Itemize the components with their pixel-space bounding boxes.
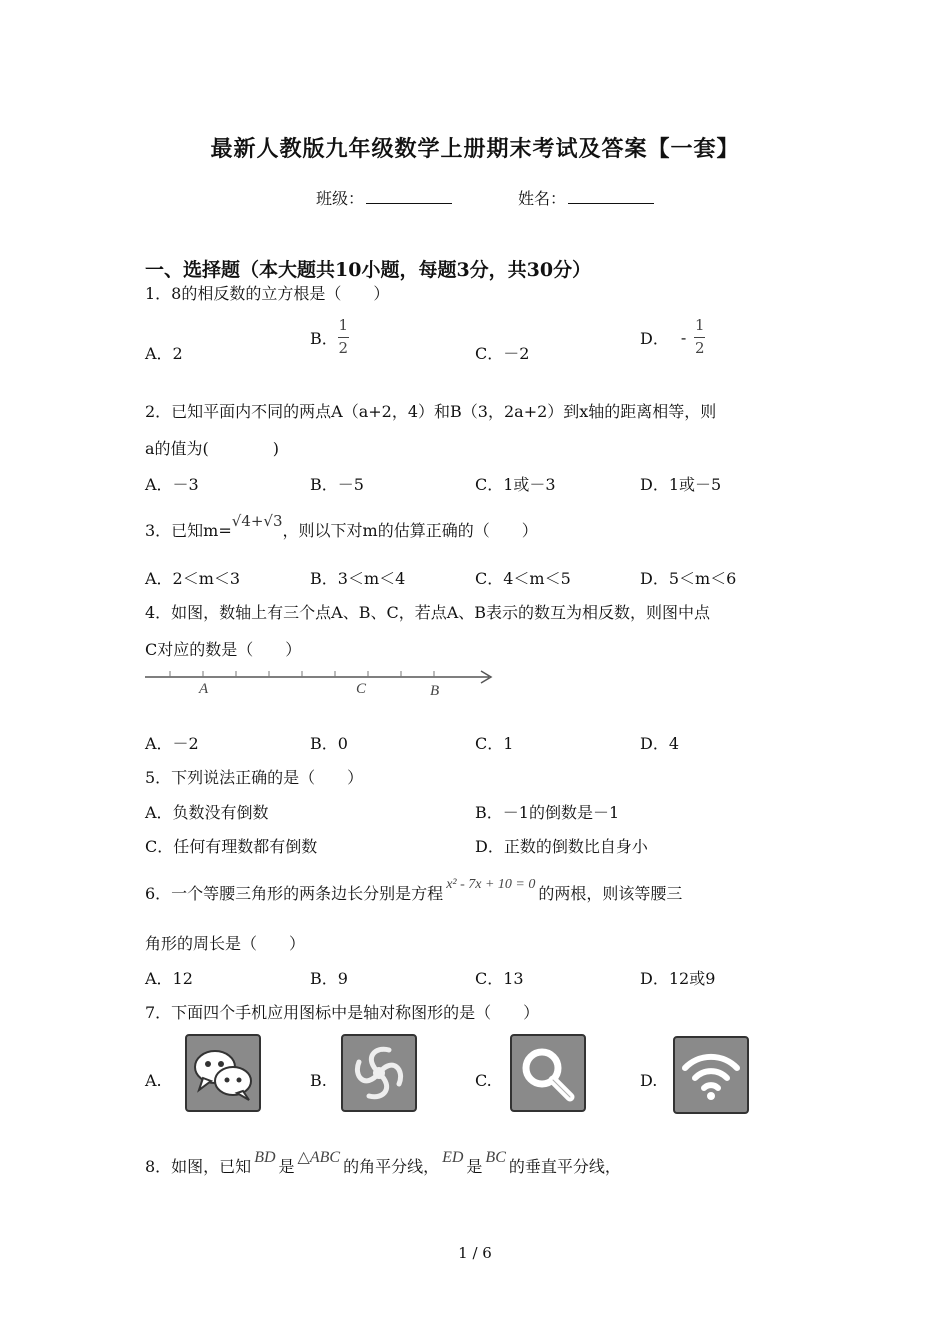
class-label: 班级： <box>316 189 365 208</box>
q4-stem-line2: C对应的数是（ ） <box>145 640 302 659</box>
q8-text-4: 是 <box>466 1157 483 1176</box>
q2-option-d: D．1或－5 <box>640 475 722 494</box>
q8-triangle-abc: △ABC <box>297 1149 341 1166</box>
q6-option-a: A．12 <box>145 969 193 988</box>
name-field <box>518 186 654 209</box>
q7-option-d-label: D. <box>640 1071 658 1090</box>
q3-option-d: D．5＜m＜6 <box>640 569 737 588</box>
q8-bd: BD <box>254 1149 276 1166</box>
q2-stem-line2: a的值为( ) <box>145 439 280 458</box>
q6-stem <box>145 877 683 904</box>
q6-stem-prefix: 6．一个等腰三角形的两条边长分别是方程 <box>145 884 444 903</box>
q1-d-sign: - <box>680 327 687 347</box>
number-line-ticks <box>170 671 434 677</box>
q3-stem <box>145 512 538 541</box>
q1-d-denominator: 2 <box>694 338 705 357</box>
q2-option-c: C．1或－3 <box>475 475 556 494</box>
q8-text-2: 是 <box>278 1157 295 1176</box>
q1-d-prefix: D． <box>640 328 669 348</box>
number-line-label-a: A <box>199 681 209 697</box>
q6-stem-suffix: 的两根，则该等腰三 <box>538 884 683 903</box>
q3-stem-suffix: ，则以下对m的估算正确的（ ） <box>282 521 538 540</box>
q5-option-b: B．－1的倒数是－1 <box>475 803 620 822</box>
q1-b-fraction <box>338 318 349 357</box>
name-label: 姓名： <box>518 189 567 208</box>
q1-b-numerator: 1 <box>338 316 349 334</box>
q7-stem: 7．下面四个手机应用图标中是轴对称图形的是（ ） <box>145 1003 540 1022</box>
number-line-label-c: C <box>356 681 367 697</box>
page-number: 1 / 6 <box>458 1244 492 1262</box>
q6-stem-line2: 角形的周长是（ ） <box>145 934 306 953</box>
q8-text-3: 的角平分线， <box>343 1157 440 1176</box>
q6-option-b: B．9 <box>310 969 348 988</box>
q4-option-b: B．0 <box>310 734 348 753</box>
class-blank <box>366 189 452 204</box>
q4-stem-line1: 4．如图，数轴上有三个点A、B、C，若点A、B表示的数互为相反数，则图中点 <box>145 603 711 622</box>
q3-sqrt-expression: √4+√3 <box>231 512 283 530</box>
q6-option-d: D．12或9 <box>640 969 716 988</box>
q5-option-a: A．负数没有倒数 <box>145 803 269 822</box>
q3-option-b: B．3＜m＜4 <box>310 569 406 588</box>
section-heading: 一、选择题（本大题共10小题，每题3分，共30分） <box>145 259 592 281</box>
q8-ed: ED <box>442 1149 464 1166</box>
q1-b-denominator: 2 <box>338 338 349 357</box>
q8-bc: BC <box>485 1149 506 1166</box>
q1-d-numerator: 1 <box>694 316 705 334</box>
number-line-label-b: B <box>430 683 440 699</box>
wifi-icon <box>673 1036 749 1114</box>
q2-stem-line1: 2．已知平面内不同的两点A（a+2，4）和B（3，2a+2）到x轴的距离相等，则 <box>145 402 717 421</box>
q1-option-d <box>640 318 705 357</box>
q5-stem: 5．下列说法正确的是（ ） <box>145 768 364 787</box>
q1-b-prefix: B． <box>310 328 338 348</box>
q3-option-c: C．4＜m＜5 <box>475 569 571 588</box>
q3-stem-prefix: 3．已知m= <box>145 521 232 540</box>
q2-option-b: B．－5 <box>310 475 364 494</box>
q1-option-c: C．－2 <box>475 344 530 363</box>
swirl-icon <box>341 1034 417 1112</box>
page-title: 最新人教版九年级数学上册期末考试及答案【一套】 <box>210 136 740 162</box>
q8-text-1: 8．如图，已知 <box>145 1157 252 1176</box>
wechat-icon <box>185 1034 261 1112</box>
q7-option-c-label: C. <box>475 1071 492 1090</box>
q2-option-a: A．－3 <box>145 475 199 494</box>
q4-option-c: C．1 <box>475 734 514 753</box>
q8-text-5: 的垂直平分线， <box>508 1157 621 1176</box>
q4-option-a: A．－2 <box>145 734 199 753</box>
q1-stem: 1．8的相反数的立方根是（ ） <box>145 284 390 303</box>
name-blank <box>568 189 654 204</box>
q6-equation: x² - 7x + 10 = 0 <box>446 877 536 892</box>
class-field <box>316 186 452 209</box>
q1-option-b <box>310 318 349 357</box>
q4-option-d: D．4 <box>640 734 680 753</box>
q1-d-fraction <box>694 318 705 357</box>
q5-option-c: C．任何有理数都有倒数 <box>145 837 318 856</box>
q1-option-a: A．2 <box>145 344 183 363</box>
number-line-figure <box>143 664 498 704</box>
q3-option-a: A．2＜m＜3 <box>145 569 241 588</box>
q8-stem <box>145 1149 621 1177</box>
q5-option-d: D．正数的倒数比自身小 <box>475 837 648 856</box>
q7-option-a-label: A. <box>145 1071 162 1090</box>
q7-option-b-label: B. <box>310 1071 327 1090</box>
q6-option-c: C．13 <box>475 969 524 988</box>
magnifier-icon <box>510 1034 586 1112</box>
